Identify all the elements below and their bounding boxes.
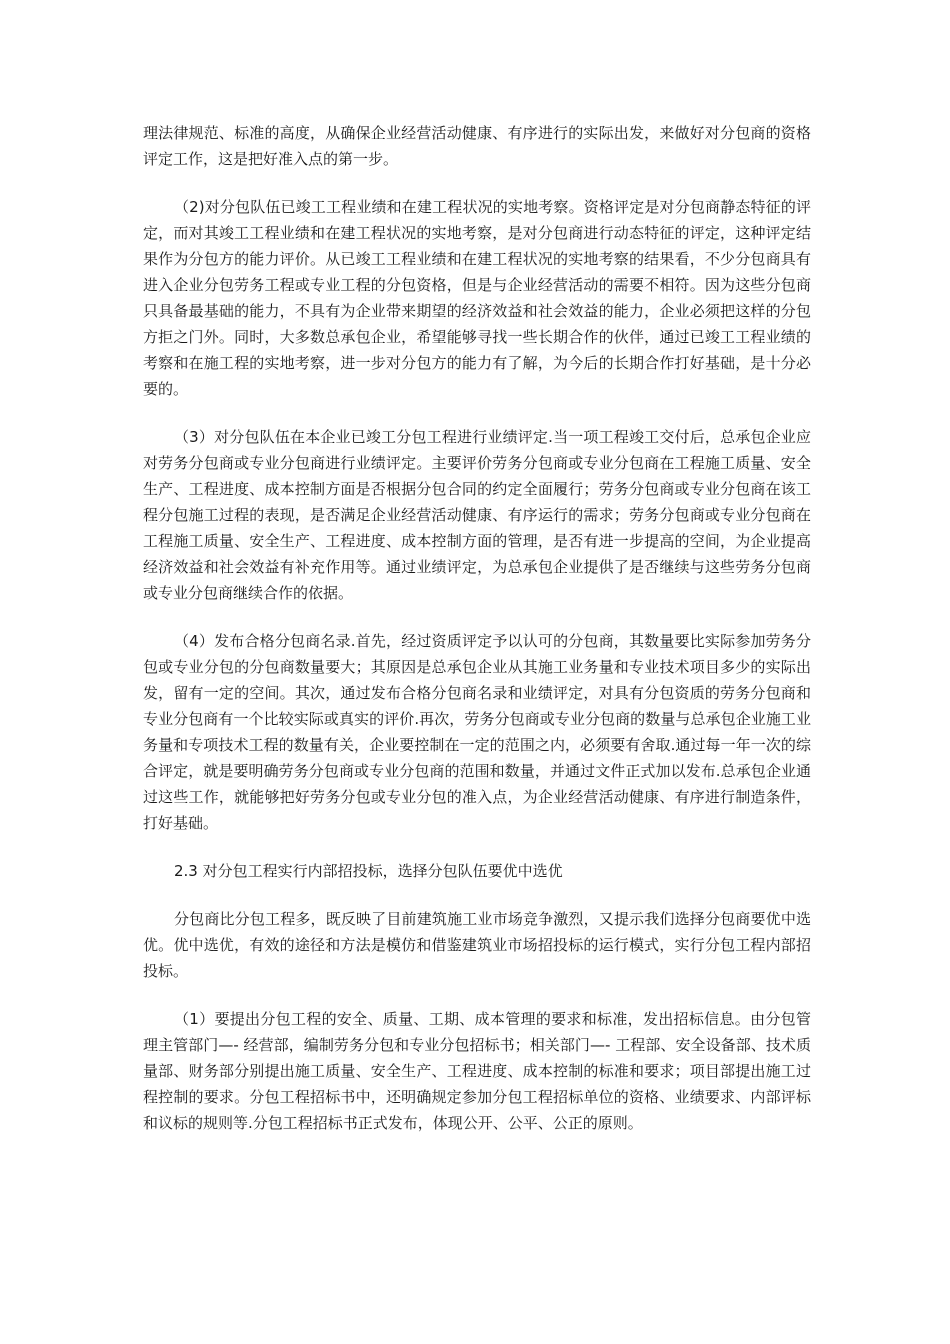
- paragraph-performance-evaluation: （3）对分包队伍在本企业已竣工分包工程进行业绩评定.当一项工程竣工交付后，总承包企业应对劳务分包商或专业分包商进行业绩评定。主要评价劳务分包商或专业分包商在工程施工质量、安全生产、工程进度、成本控制方面是否根据分包合同的约定全面履行；劳务分包商或专业分包商在该工程分包施工过程的表现，是否满足企业经营活动健康、有序运行的需求；劳务分包商或专业分包商在工程施工质量、安全生产、工程进度、成本控制方面的管理，是否有进一步提高的空间，为企业提高经济效益和社会效益有补充作用等。通过业绩评定，为总承包企业提供了是否继续与这些劳务分包商或专业分包商继续合作的依据。: [143, 428, 811, 602]
- paragraph-site-inspection: （2)对分包队伍已竣工工程业绩和在建工程状况的实地考察。资格评定是对分包商静态特征的评定，而对其竣工工程业绩和在建工程状况的实地考察，是对分包商进行动态特征的评定，这种评定结果作为分包方的能力评价。从已竣工工程业绩和在建工程状况的实地考察的结果看，不少分包商具有进入企业分包劳务工程或专业工程的分包资格，但是与企业经营活动的需要不相符。因为这些分包商只具备最基础的能力，不具有为企业带来期望的经济效益和社会效益的能力，企业必须把这样的分包方拒之门外。同时，大多数总承包企业，希望能够寻找一些长期合作的伙伴，通过已竣工工程业绩的考察和在施工程的实地考察，进一步对分包方的能力有了解，为今后的长期合作打好基础，是十分必要的。: [143, 198, 811, 398]
- paragraph-select-best: 分包商比分包工程多，既反映了目前建筑施工业市场竞争激烈，又提示我们选择分包商要优中选优。优中选优，有效的途径和方法是模仿和借鉴建筑业市场招投标的运行模式，实行分包工程内部招投标。: [143, 910, 811, 980]
- paragraph-bid-requirements: （1）要提出分包工程的安全、质量、工期、成本管理的要求和标准，发出招标信息。由分包管理主管部门—- 经营部，编制劳务分包和专业分包招标书；相关部门—- 工程部、安全设备部、技术质量部、财务部分别提出施工质量、安全生产、工程进度、成本控制的标准和要求；项目部提出施工过程控制的要求。分包工程招标书中，还明确规定参加分包工程招标单位的资格、业绩要求、内部评标和议标的规则等.分包工程招标书正式发布，体现公开、公平、公正的原则。: [143, 1010, 811, 1132]
- section-heading-2-3: 2.3 对分包工程实行内部招投标，选择分包队伍要优中选优: [174, 862, 563, 880]
- paragraph-qualified-list: （4）发布合格分包商名录.首先，经过资质评定予以认可的分包商，其数量要比实际参加劳务分包或专业分包的分包商数量要大；其原因是总承包企业从其施工业务量和专业技术项目多少的实际出发，留有一定的空间。其次，通过发布合格分包商名录和业绩评定，对具有分包资质的劳务分包商和专业分包商有一个比较实际或真实的评价.再次，劳务分包商或专业分包商的数量与总承包企业施工业务量和专项技术工程的数量有关，企业要控制在一定的范围之内，必须要有舍取.通过每一年一次的综合评定，就是要明确劳务分包商或专业分包商的范围和数量，并通过文件正式加以发布.总承包企业通过这些工作，就能够把好劳务分包或专业分包的准入点，为企业经营活动健康、有序进行制造条件，打好基础。: [143, 632, 811, 832]
- paragraph-qualification-continued: 理法律规范、标准的高度，从确保企业经营活动健康、有序进行的实际出发，来做好对分包商的资格评定工作，这是把好准入点的第一步。: [143, 124, 811, 168]
- document-body: [143, 120, 811, 1158]
